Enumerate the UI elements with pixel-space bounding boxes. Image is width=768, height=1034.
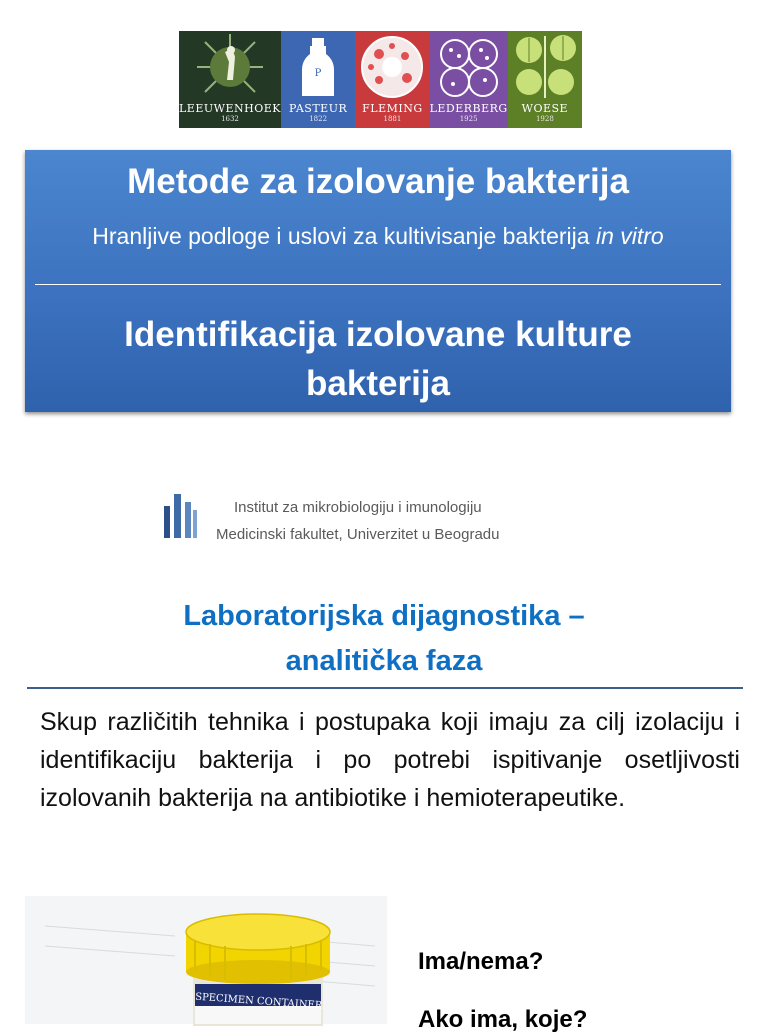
scientist-name: FLEMING: [362, 102, 423, 115]
specimen-container-illustration: [25, 896, 387, 1024]
question-present: Ima/nema?: [418, 948, 544, 975]
petri-dish-icon: [357, 32, 427, 102]
milk-bottle-icon: [298, 34, 338, 100]
institute-name: Institut za mikrobiologiju i imunologiju: [234, 499, 482, 516]
specimen-container-photo: [25, 896, 387, 1024]
subtitle-italic: in vitro: [595, 223, 664, 249]
subtitle-text: Hranljive podloge i uslovi za kultivisanje bakterija: [92, 223, 596, 249]
scientist-name: PASTEUR: [288, 102, 348, 115]
scientist-year: 1881: [383, 115, 402, 123]
scientist-year: 1822: [309, 115, 328, 123]
scientists-banner: [179, 31, 582, 128]
microscope-figure-icon: [195, 32, 265, 102]
section-heading-line2: analitička faza: [285, 645, 483, 677]
scientist-name: LEEUWENHOEK: [179, 102, 281, 115]
title-divider: [35, 284, 721, 285]
question-which: Ako ima, koje?: [418, 1006, 588, 1033]
university-logo-icon: [160, 492, 200, 542]
banner-tile-fleming: [355, 31, 429, 128]
banner-tile-leeuwenhoek: [179, 31, 281, 128]
main-title: Metode za izolovanje bakterija: [127, 162, 629, 201]
section-heading-line1: Laboratorijska dijagnostika –: [183, 600, 585, 632]
second-title: Identifikacija izolovane kulture bakterija: [124, 315, 632, 403]
subtitle: [25, 222, 731, 250]
banner-tile-lederberg: [430, 31, 508, 128]
bacterial-colonies-icon: [433, 32, 505, 102]
definition-paragraph: Skup različitih tehnika i postupaka koji imaju za cilj izolaciju i identifikaciju bakterija i po potrebi ispitivanje osetljivosti izolovanih bakterija na antibiotike i hemioterapeutike.: [40, 708, 740, 812]
title-box: [25, 150, 731, 412]
scientist-year: 1928: [535, 115, 554, 123]
tree-of-life-icon: [509, 32, 581, 102]
scientist-name: LEDERBERG: [429, 102, 508, 115]
scientist-year: 1632: [221, 115, 239, 123]
container-label-text: SPECIMEN CONTAINER: [194, 991, 323, 1012]
institute-block: [160, 492, 580, 544]
scientist-name: WOESE: [521, 102, 569, 115]
scientist-year: 1925: [459, 115, 478, 123]
section-divider: [27, 687, 743, 689]
section-heading: [0, 594, 768, 684]
banner-tile-pasteur: [281, 31, 355, 128]
faculty-name: Medicinski fakultet, Univerzitet u Beogradu: [216, 526, 500, 543]
banner-tile-woese: [508, 31, 582, 128]
svg-text:P: P: [314, 68, 322, 79]
